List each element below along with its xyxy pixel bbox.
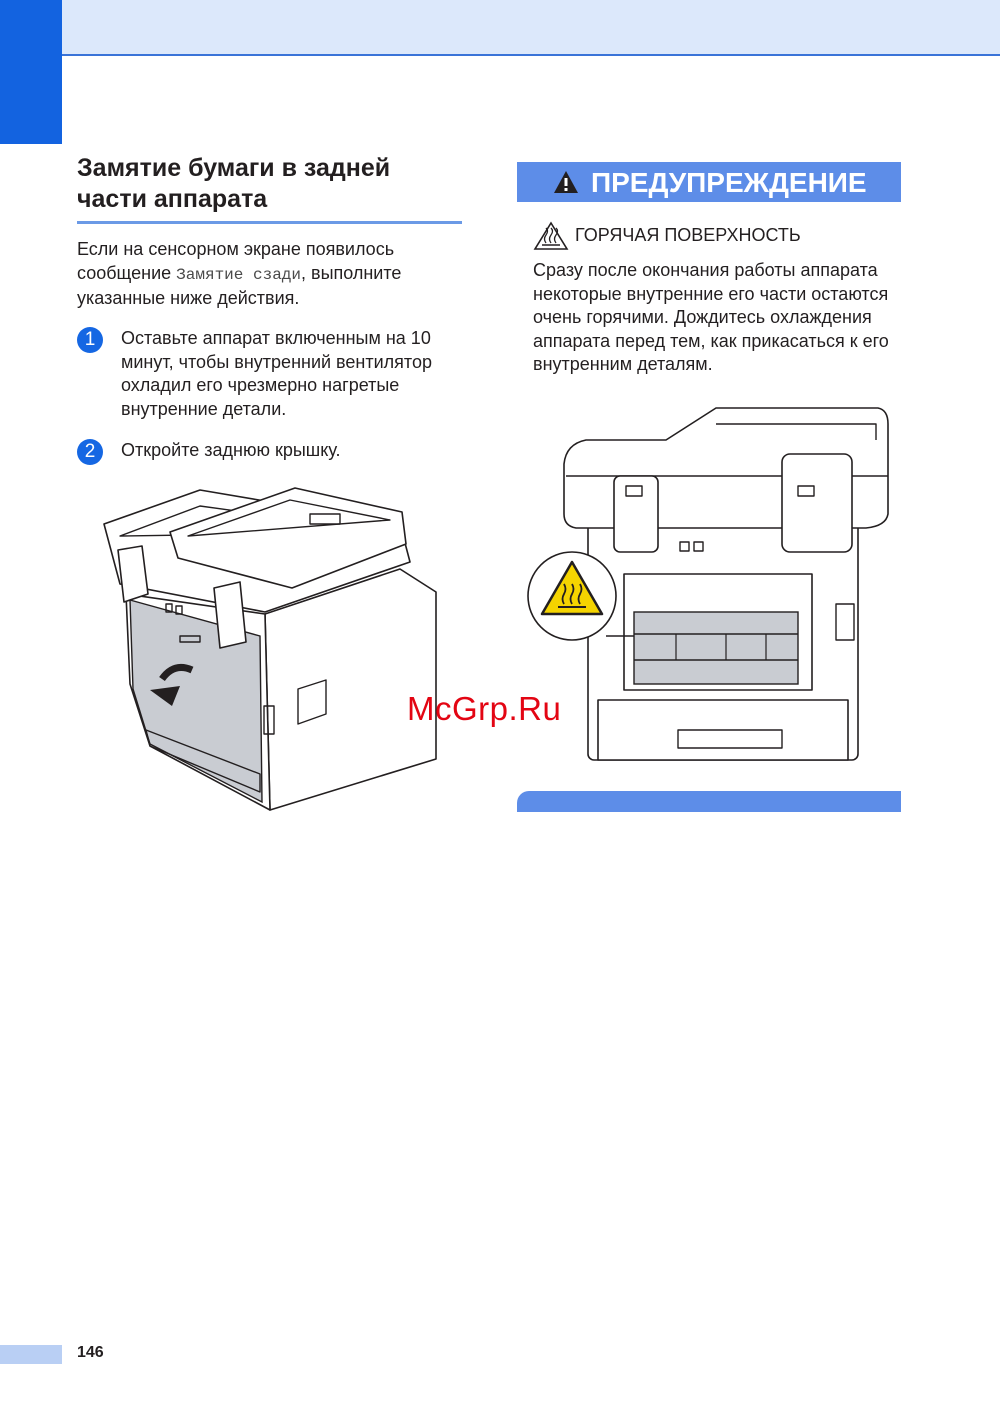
warning-banner xyxy=(517,162,901,202)
hot-surface-title: ГОРЯЧАЯ ПОВЕРХНОСТЬ xyxy=(575,225,801,245)
hot-surface-icon xyxy=(533,221,569,251)
step-number-1: 1 xyxy=(77,327,103,353)
warning-text: Сразу после окончания работы аппарата некоторые внутренние его части остаются очень горячими. Дождитесь охлаждения аппарата перед тем, как прикасаться к его внутренним деталям. xyxy=(533,260,889,374)
intro-text-start: Если на сенсорном экране появилось сообщение xyxy=(77,239,395,283)
hot-surface-symbol xyxy=(528,552,616,640)
error-message-code: Замятие сзади xyxy=(176,265,301,284)
section-title: Замятие бумаги в задней части аппарата xyxy=(77,154,391,213)
printer-rear-illustration xyxy=(100,484,442,814)
page-number: 146 xyxy=(77,1344,104,1361)
printer-open-illustration xyxy=(526,404,892,768)
title-underline xyxy=(77,221,462,224)
header-rule xyxy=(62,54,1000,56)
step-number-2: 2 xyxy=(77,439,103,465)
step-text-2: Откройте заднюю крышку. xyxy=(121,440,341,460)
step-text-1: Оставьте аппарат включенным на 10 минут, чтобы внутренний вентилятор охладил его чрезмерно нагретые внутренние детали. xyxy=(121,328,432,419)
intro-paragraph xyxy=(77,238,467,311)
header-band xyxy=(0,0,1000,55)
intro-text-end: , выполните указанные ниже действия. xyxy=(77,262,402,308)
warning-title: ПРЕДУПРЕЖДЕНИЕ xyxy=(591,167,867,198)
warning-bottom-bar xyxy=(517,791,901,812)
page-number-band xyxy=(0,1345,62,1364)
warning-triangle-icon xyxy=(553,170,579,194)
chapter-tab xyxy=(0,0,62,144)
watermark: McGrp.Ru xyxy=(407,690,562,727)
